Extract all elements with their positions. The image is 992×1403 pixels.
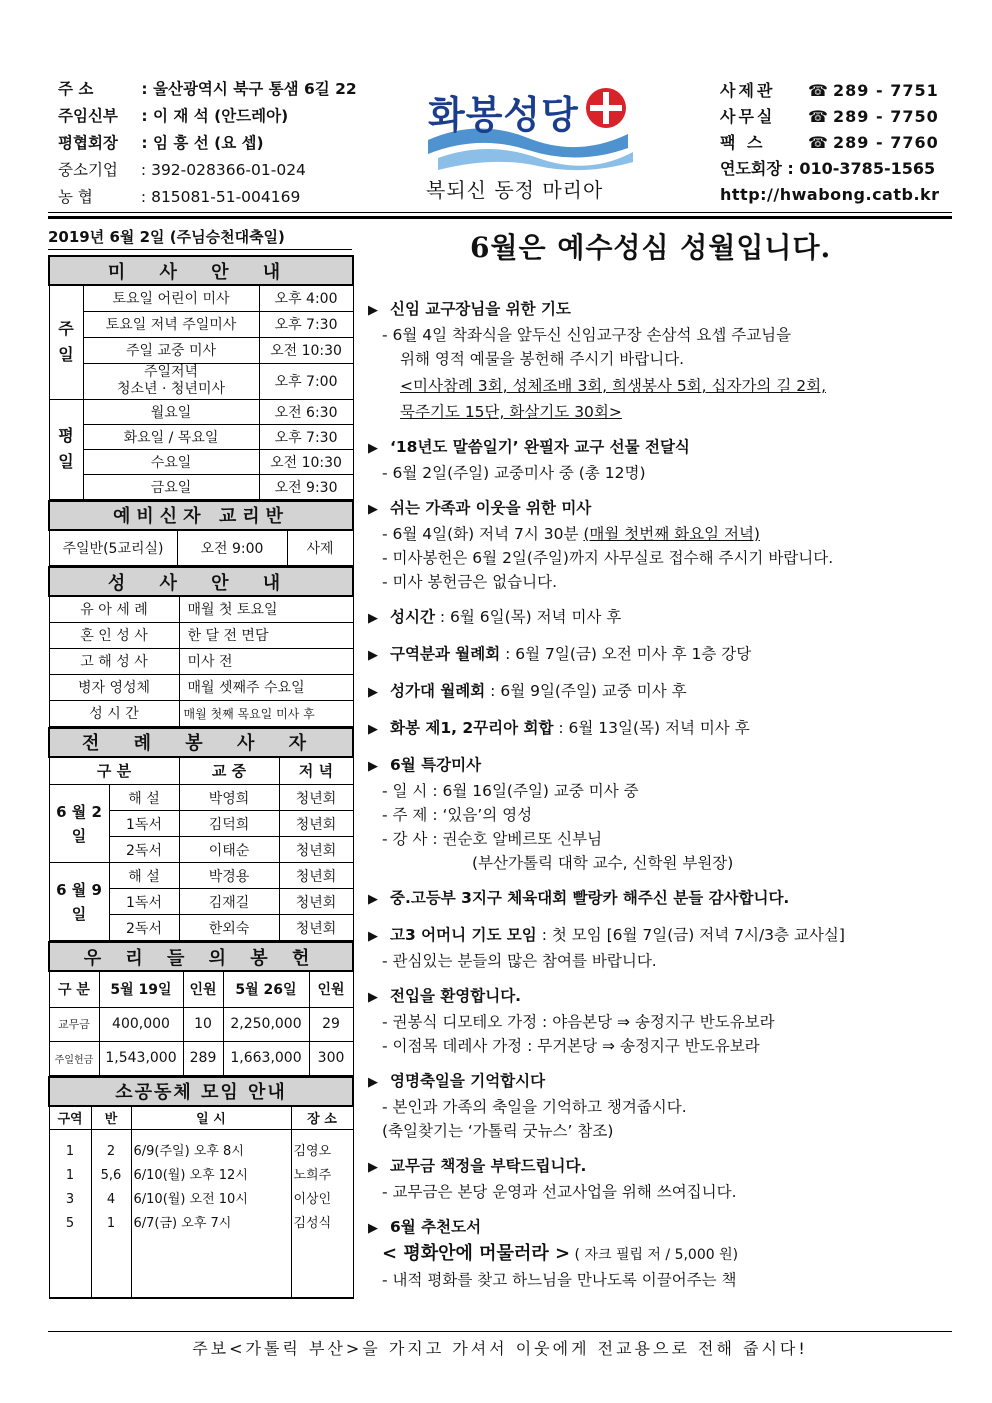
bullet-icon: ▶ (368, 648, 378, 663)
mass-schedule-table (48, 255, 354, 500)
sacrament-name: 병자 영성체 (49, 674, 179, 700)
liturgy-header: 저 녁 (279, 757, 353, 785)
notice-title: 성시간 (390, 608, 435, 626)
parish-url[interactable]: http://hwabong.catb.kr (720, 185, 940, 204)
sacrament-time: 미사 전 (179, 648, 353, 674)
notice-item: ▶ 성시간 : 6월 6일(목) 저녁 미사 후 (368, 605, 958, 631)
offering-table (48, 941, 354, 1076)
liturgy-evening: 청년회 (279, 811, 353, 837)
sunday-label: 주 일 (49, 285, 83, 399)
notice-title: 구역분과 월례회 (390, 645, 501, 663)
liturgy-role: 해 설 (109, 863, 179, 889)
liturgy-role: 2독서 (109, 915, 179, 941)
mass-time: 오전 6:30 (259, 399, 353, 424)
bullet-icon: ▶ (368, 611, 378, 626)
community-title: 소공동체 모임 안내 (49, 1077, 353, 1106)
liturgy-evening: 청년회 (279, 889, 353, 915)
notice-item: ▶ 영명축일을 기억합시다 - 본인과 가족의 축일을 기억하고 챙겨줍시다. (축일찾기는 ‘가톨릭 굿뉴스’ 참조) (368, 1072, 687, 1140)
notice-title: 쉬는 가족과 이웃을 위한 미사 (390, 499, 592, 517)
mass-time: 오후 4:00 (259, 285, 353, 311)
liturgy-role: 2독서 (109, 837, 179, 863)
liturgy-title: 전 례 봉 사 자 (49, 728, 353, 757)
catechumen-title: 예비신자 교리반 (49, 501, 353, 530)
address-row: 주 소 : 울산광역시 북구 통샘 6길 22 (58, 80, 357, 98)
community-header: 장 소 (291, 1106, 353, 1130)
offering-label: 교무금 (49, 1007, 99, 1041)
weekday-label: 평 일 (49, 399, 83, 499)
sacrament-time: 매월 첫 토요일 (179, 596, 353, 622)
offering-count: 289 (183, 1041, 223, 1075)
parish-subtitle: 복되신 동정 마리아 (426, 178, 604, 202)
contact-row: 사무실 ☎ 289 - 7750 (720, 107, 939, 126)
bullet-icon: ▶ (368, 441, 378, 456)
notice-item: ▶ 신임 교구장님을 위한 기도 - 6월 4일 착좌식을 앞두신 신임교구장 손삼석 요셉 주교님을 위해 영적 예물을 봉헌해 주시기 바랍니다. <미사참례 3회, 성체조배 3회, 희생봉사 5회, 십자가의 길 2회, 묵주기도 15단, 화살기도 30회> (368, 300, 826, 421)
header-divider (48, 212, 952, 213)
notice-title: 고3 어머니 기도 모임 (390, 926, 537, 944)
offering-value: 400,000 (99, 1007, 183, 1041)
bank1-row: 중소기업 : 392-028366-01-024 (58, 161, 306, 179)
liturgy-table (48, 727, 354, 942)
liturgy-main: 김덕희 (179, 811, 279, 837)
community-ban-col: 2 5,6 4 1 (91, 1130, 131, 1298)
sacrament-table (48, 566, 354, 727)
notice-title: 영명축일을 기억합시다 (390, 1072, 546, 1090)
mass-name: 토요일 저녁 주일미사 (83, 311, 259, 337)
notice-title: 6월 추천도서 (390, 1218, 482, 1236)
notice-item: ▶ 6월 추천도서 < 평화안에 머물러라 > ( 자크 필립 저 / 5,000 원) - 내적 평화를 찾고 하느님을 만나도록 이끌어주는 책 (368, 1215, 958, 1292)
offering-value: 1,663,000 (223, 1041, 309, 1075)
liturgy-main: 박영희 (179, 785, 279, 811)
contact-row: 팩 스 ☎ 289 - 7760 (720, 133, 939, 152)
notice-item: ▶ 고3 어머니 기도 모임 : 첫 모임 [6월 7일(금) 저녁 7시/3층 교사실] - 관심있는 분들의 많은 참여를 바랍니다. (368, 926, 845, 970)
liturgy-header: 구 분 (49, 757, 179, 785)
sacrament-time: 매월 첫째 목요일 미사 후 (179, 700, 353, 726)
liturgy-role: 1독서 (109, 889, 179, 915)
liturgy-evening: 청년회 (279, 785, 353, 811)
liturgy-role: 해 설 (109, 785, 179, 811)
liturgy-main: 박경용 (179, 863, 279, 889)
sacrament-name: 혼 인 성 사 (49, 622, 179, 648)
community-header: 일 시 (131, 1106, 291, 1130)
bullet-icon: ▶ (368, 685, 378, 700)
bullet-icon: ▶ (368, 990, 378, 1005)
liturgy-evening: 청년회 (279, 915, 353, 941)
catechumen-teacher: 사제 (287, 530, 353, 566)
liturgy-date: 6 월 9 일 (49, 863, 109, 941)
notice-title: 중.고등부 3지구 체육대회 빨랑카 해주신 분들 감사합니다. (390, 889, 790, 907)
notice-item: ▶ ‘18년도 말씀일기’ 완필자 교구 선물 전달식 - 6월 2일(주일) 교중미사 중 (총 12명) (368, 438, 690, 482)
offering-value: 1,543,000 (99, 1041, 183, 1075)
notice-item: ▶ 전입을 환영합니다. - 권봉식 디모테오 가정 : 야음본당 ⇒ 송정지구 반도유보라 - 이점목 데레사 가정 : 무거본당 ⇒ 송정지구 반도유보라 (368, 987, 775, 1055)
notice-title: 교무금 책정을 부탁드립니다. (390, 1157, 587, 1175)
notice-item: ▶ 성가대 월례회 : 6월 9일(주일) 교중 미사 후 (368, 679, 958, 705)
sacrament-time: 매월 셋째주 수요일 (179, 674, 353, 700)
sacrament-title: 성 사 안 내 (49, 567, 353, 596)
bullet-icon: ▶ (368, 722, 378, 737)
community-header: 반 (91, 1106, 131, 1130)
community-place-col: 김영오 노희주 이상인 김성식 (291, 1130, 353, 1298)
bullet-icon: ▶ (368, 1160, 378, 1175)
mass-name: 금요일 (83, 474, 259, 499)
mass-name: 주일저녁 청소년 · 청년미사 (83, 363, 259, 399)
bullet-icon: ▶ (368, 1221, 378, 1236)
offering-value: 2,250,000 (223, 1007, 309, 1041)
catechumen-time: 오전 9:00 (177, 530, 287, 566)
footer-divider (48, 1331, 952, 1332)
mass-name: 토요일 어린이 미사 (83, 285, 259, 311)
liturgy-main: 이태순 (179, 837, 279, 863)
phone-icon: ☎ (808, 81, 828, 100)
header-divider-thick (48, 216, 952, 219)
offering-header: 인원 (183, 971, 223, 1007)
offering-header: 인원 (309, 971, 353, 1007)
recommended-book: < 평화안에 머물러라 > ( 자크 필립 저 / 5,000 원) (382, 1243, 739, 1264)
council-row: 평협회장 : 임 흥 선 (요 셉) (58, 134, 264, 152)
mass-time: 오후 7:30 (259, 424, 353, 449)
notice-item: ▶ 화봉 제1, 2꾸리아 회합 : 6월 13일(목) 저녁 미사 후 (368, 716, 958, 742)
offering-header: 5월 26일 (223, 971, 309, 1007)
parish-logo (418, 78, 648, 208)
mass-time: 오전 10:30 (259, 449, 353, 474)
liturgy-main: 김재길 (179, 889, 279, 915)
mass-time: 오후 7:30 (259, 311, 353, 337)
sacrament-time: 한 달 전 면담 (179, 622, 353, 648)
mass-name: 월요일 (83, 399, 259, 424)
community-header: 구역 (49, 1106, 91, 1130)
liturgy-evening: 청년회 (279, 863, 353, 889)
bullet-icon: ▶ (368, 929, 378, 944)
bulletin-date: 2019년 6월 2일 (주님승천대축일) (48, 226, 352, 250)
bullet-icon: ▶ (368, 892, 378, 907)
notice-title: 성가대 월례회 (390, 682, 486, 700)
notice-item: ▶ 6월 특강미사 - 일 시 : 6월 16일(주일) 교중 미사 중 - 주 제 : ‘있음’의 영성 - 강 사 : 권순호 알베르또 신부님 (부산가톨릭 대학 교수, 신학원 부원장) (368, 756, 734, 872)
contact-row: 사제관 ☎ 289 - 7751 (720, 81, 939, 100)
notice-item: ▶ 교무금 책정을 부탁드립니다. - 교무금은 본당 운영과 선교사업을 위해 쓰여집니다. (368, 1157, 737, 1201)
community-zone-col: 1 1 3 5 (49, 1130, 91, 1298)
offering-count: 29 (309, 1007, 353, 1041)
mass-name: 수요일 (83, 449, 259, 474)
phone-icon: ☎ (808, 133, 828, 152)
sacrament-name: 성 시 간 (49, 700, 179, 726)
notices-column (368, 297, 958, 1303)
catechumen-class: 주일반(5교리실) (49, 530, 177, 566)
notice-item: ▶ 쉬는 가족과 이웃을 위한 미사 - 6월 4일(화) 저녁 7시 30분 (매월 첫번째 화요일 저녁) - 미사봉헌은 6월 2일(주일)까지 사무실로 접수해 주시기 바랍니다. - 미사 봉헌금은 없습니다. (368, 499, 834, 591)
notice-title: 화봉 제1, 2꾸리아 회합 (390, 719, 554, 737)
headline: 6월은 예수성심 성월입니다. (470, 231, 832, 264)
offering-header: 구 분 (49, 971, 99, 1007)
bullet-icon: ▶ (368, 502, 378, 517)
notice-item: ▶ 구역분과 월례회 : 6월 7일(금) 오전 미사 후 1층 강당 (368, 642, 958, 668)
pastor-row: 주임신부 : 이 재 석 (안드레아) (58, 107, 289, 125)
community-when-col: 6/9(주일) 오후 8시 6/10(월) 오후 12시 6/10(월) 오전 10시 6/7(금) 오후 7시 (131, 1130, 291, 1298)
bullet-icon: ▶ (368, 303, 378, 318)
sacrament-name: 고 해 성 사 (49, 648, 179, 674)
mass-time: 오후 7:00 (259, 363, 353, 399)
offering-label: 주일헌금 (49, 1041, 99, 1075)
notice-title: 전입을 환영합니다. (390, 987, 522, 1005)
notice-title: 6월 특강미사 (390, 756, 482, 774)
liturgy-header: 교 중 (179, 757, 279, 785)
liturgy-role: 1독서 (109, 811, 179, 837)
offering-title: 우 리 들 의 봉 헌 (49, 942, 353, 971)
footer-message: 주보<가톨릭 부산>을 가지고 가셔서 이웃에게 전교용으로 전해 줍시다! (192, 1339, 808, 1358)
offering-count: 10 (183, 1007, 223, 1041)
catechumen-table (48, 500, 354, 567)
sacrament-name: 유 아 세 례 (49, 596, 179, 622)
community-table (48, 1076, 354, 1299)
offering-count: 300 (309, 1041, 353, 1075)
bank2-row: 농 협 : 815081-51-004169 (58, 188, 301, 206)
mass-time: 오전 10:30 (259, 337, 353, 363)
offering-header: 5월 19일 (99, 971, 183, 1007)
contact-info (720, 78, 940, 208)
prayer-contact-row: 연도회장 : 010-3785-1565 (720, 159, 936, 178)
notice-title: ‘18년도 말씀일기’ 완필자 교구 선물 전달식 (390, 438, 690, 456)
parish-info (58, 76, 357, 211)
bullet-icon: ▶ (368, 759, 378, 774)
left-column (48, 255, 352, 1299)
mass-name: 화요일 / 목요일 (83, 424, 259, 449)
liturgy-main: 한외숙 (179, 915, 279, 941)
liturgy-evening: 청년회 (279, 837, 353, 863)
mass-time: 오전 9:30 (259, 474, 353, 499)
mass-title: 미 사 안 내 (49, 256, 353, 285)
mass-name: 주일 교중 미사 (83, 337, 259, 363)
bullet-icon: ▶ (368, 1075, 378, 1090)
logo-title: 화봉성당 (428, 92, 579, 137)
notice-item (368, 886, 958, 912)
notice-title: 신임 교구장님을 위한 기도 (390, 300, 571, 318)
bulletin-header (48, 70, 952, 210)
phone-icon: ☎ (808, 107, 828, 126)
liturgy-date: 6 월 2 일 (49, 785, 109, 863)
